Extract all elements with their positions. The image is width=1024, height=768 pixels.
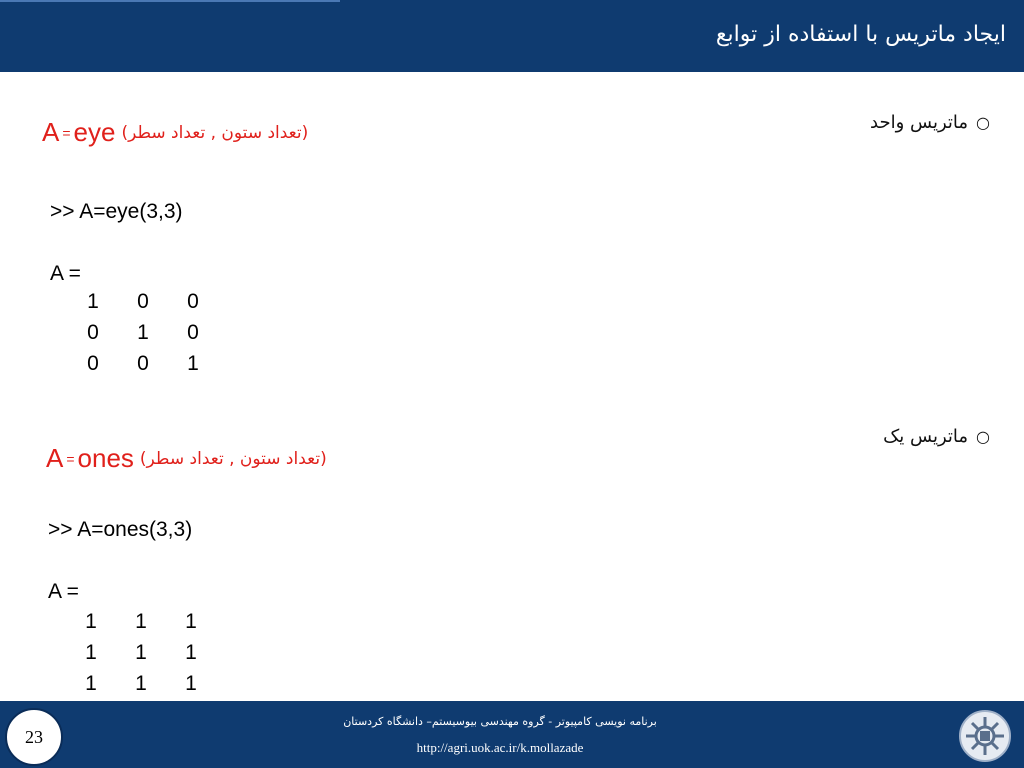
bullet-ones-matrix (883, 426, 990, 447)
syntax-lhs: A (42, 117, 60, 147)
ones-output-label: A = (48, 580, 79, 603)
hollow-circle-bullet-icon: ○ (976, 113, 990, 132)
syntax-equals: = (62, 124, 71, 141)
matrix-cell: 0 (137, 352, 149, 375)
matrix-cell: 1 (135, 672, 147, 695)
matrix-cell: 1 (185, 641, 197, 664)
page-number-badge (5, 708, 63, 766)
syntax-function: eye (73, 117, 116, 147)
matrix-cell: 0 (187, 290, 199, 313)
syntax-args: (تعداد ستون , تعداد سطر) (121, 122, 309, 143)
bullet-label: ماتریس واحد (870, 112, 969, 133)
slide-footer (0, 701, 1024, 768)
eye-syntax (42, 117, 308, 148)
footer-text: برنامه نویسی کامپیوتر - گروه مهندسی بیوسیستم– دانشگاه کردستان (343, 715, 657, 728)
matrix-cell: 1 (85, 672, 97, 695)
university-logo-icon (958, 709, 1012, 763)
matrix-cell: 1 (187, 352, 199, 375)
matrix-cell: 1 (137, 321, 149, 344)
ones-syntax (46, 443, 327, 474)
syntax-equals: = (66, 450, 75, 467)
matrix-cell: 1 (135, 610, 147, 633)
matrix-cell: 1 (185, 610, 197, 633)
header-accent-line (0, 0, 340, 2)
matrix-cell: 1 (85, 641, 97, 664)
page-number: 23 (25, 726, 43, 747)
matrix-cell: 0 (87, 352, 99, 375)
slide-title: ایجاد ماتریس با استفاده از توابع (715, 22, 1006, 47)
bullet-label: ماتریس یک (883, 426, 969, 447)
matrix-cell: 0 (87, 321, 99, 344)
matrix-cell: 1 (87, 290, 99, 313)
syntax-function: ones (77, 443, 134, 473)
hollow-circle-bullet-icon: ○ (976, 427, 990, 446)
matrix-cell: 0 (137, 290, 149, 313)
syntax-lhs: A (46, 443, 64, 473)
syntax-args: (تعداد ستون , تعداد سطر) (139, 448, 327, 469)
slide-header (0, 0, 1024, 72)
footer-url: http://agri.uok.ac.ir/k.mollazade (416, 740, 584, 755)
matrix-cell: 1 (85, 610, 97, 633)
matrix-cell: 0 (187, 321, 199, 344)
eye-command: >> A=eye(3,3) (50, 200, 183, 223)
matrix-cell: 1 (185, 672, 197, 695)
ones-command: >> A=ones(3,3) (48, 518, 193, 541)
bullet-identity-matrix (870, 112, 990, 133)
eye-output-label: A = (50, 262, 81, 285)
matrix-cell: 1 (135, 641, 147, 664)
